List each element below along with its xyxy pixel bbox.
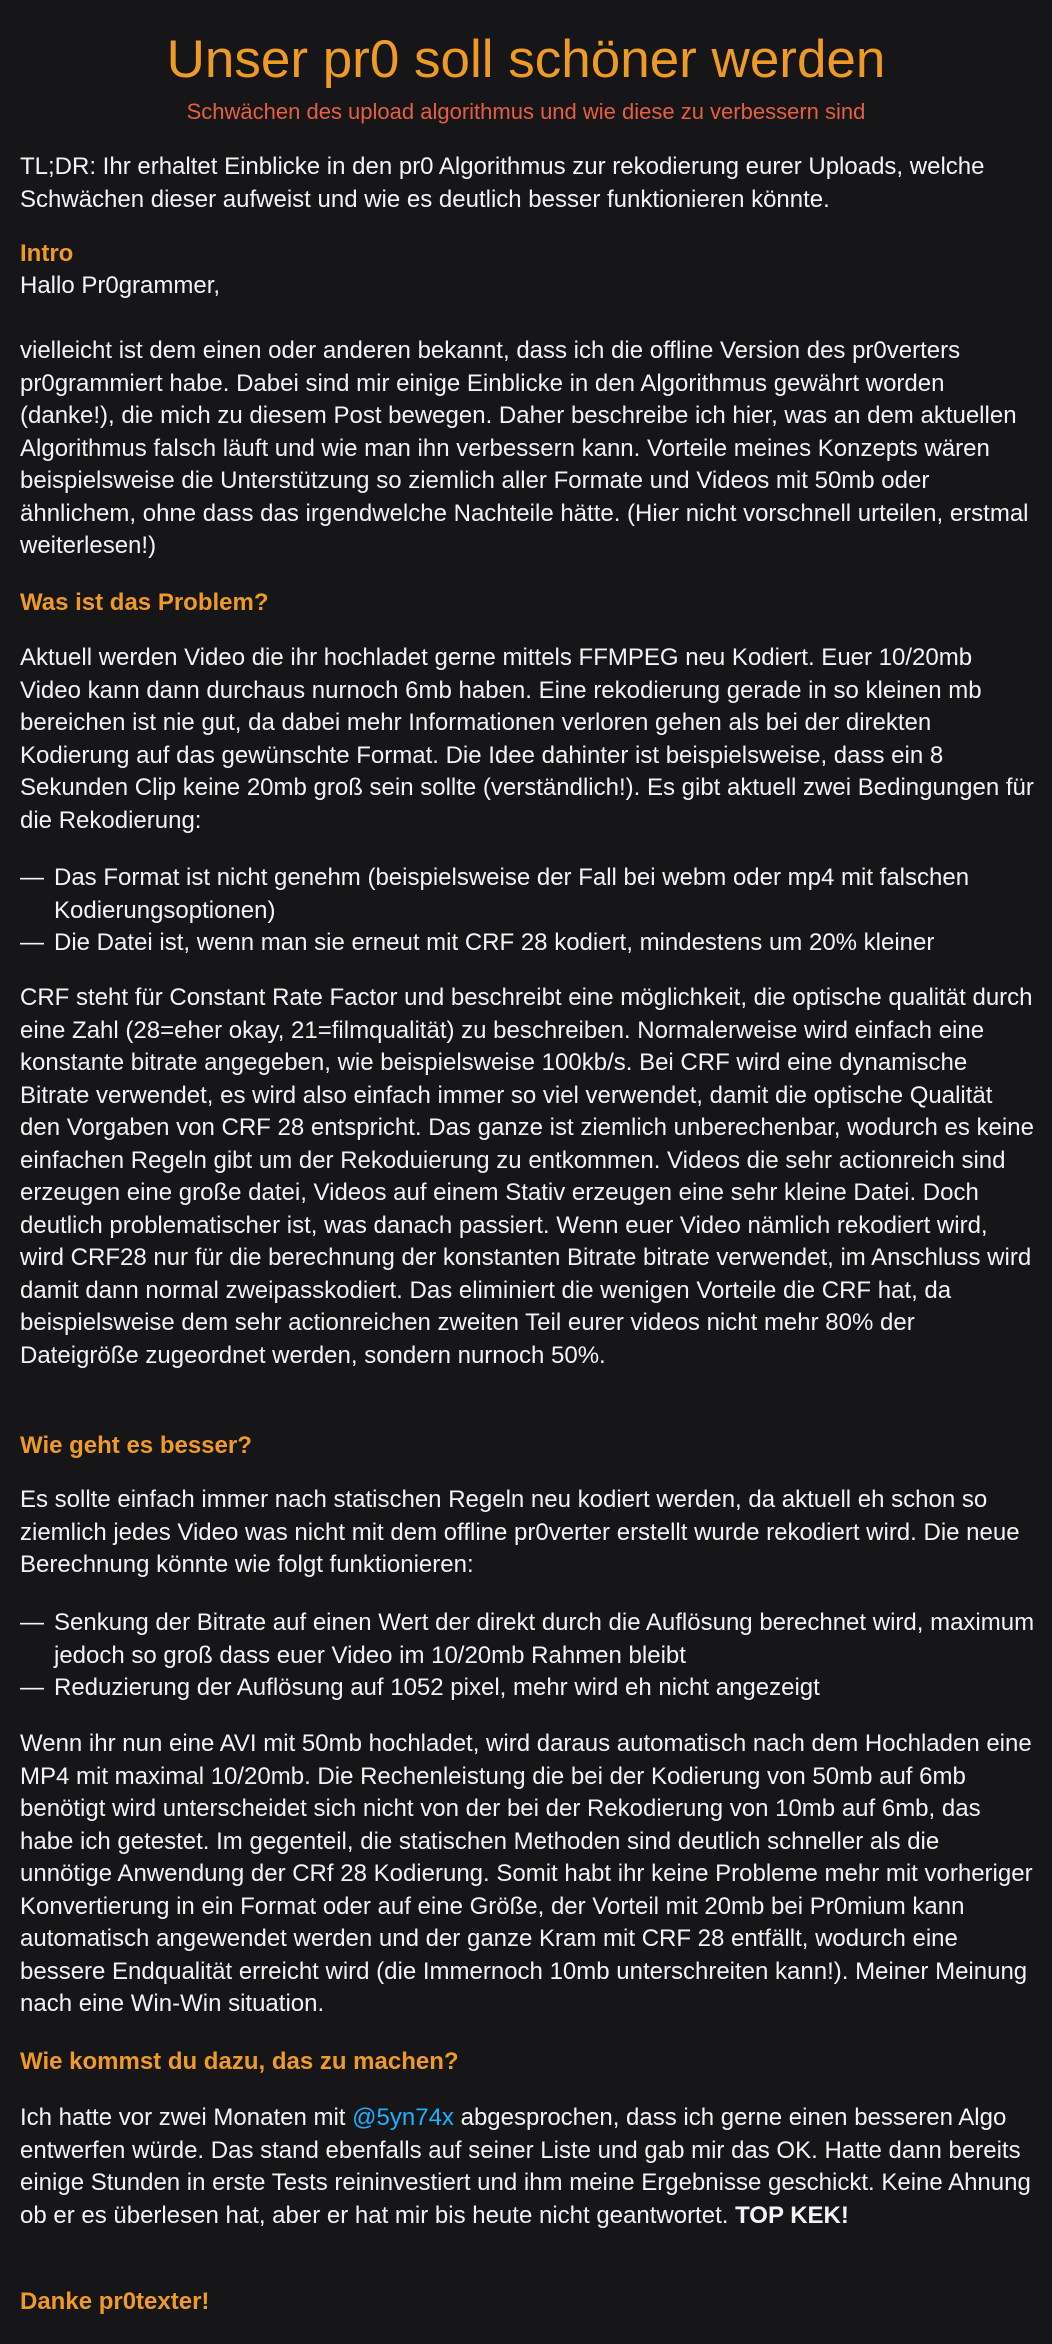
post-subtitle: Schwächen des upload algorithmus und wie diese zu verbessern sind <box>186 99 866 124</box>
list-item: — Die Datei ist, wenn man sie erneut mit CRF 28 kodiert, mindestens um 20% kleiner <box>20 927 1040 960</box>
dash-icon: — <box>20 1674 44 1701</box>
user-mention-link[interactable]: @5yn74x <box>352 2104 454 2131</box>
problem-paragraph-2: CRF steht für Constant Rate Factor und beschreibt eine möglichkeit, die optische qualität durch eine Zahl (28=eher okay, 21=filmqualität) zu beschreiben. Normalerweise wird einfach eine konstante bitrate angegeben, wie beispielsweise 100kb/s. Bei CRF wird eine dynamische Bitrate verwendet, es wird also einfach immer so viel verwendet, damit die optische Qualität den Vorgaben von CRF 28 entspricht. Das ganze ist ziemlich unberechenbar, wodurch es keine einfachen Regeln gibt um der Rekoduierung zu entkommen. Videos die sehr actionreich sind erzeugen eine große datei, Videos auf einem Stativ erzeugen eine sehr kleine Datei. Doch deutlich problematischer ist, was danach passiert. Wenn euer Video nämlich rekodiert wird, wird CRF28 nur für die berechnung der konstanten Bitrate bitrate verwendet, im Anschluss wird damit dann normal zweipasskodiert. Das eliminiert die wenigen Vorteile die CRF hat, da beispielsweise dem sehr actionreichen zweiten Teil eurer videos nicht mehr 80% der Dateigröße zugeordnet werden, sondern nurnoch 50%. <box>20 984 1034 1369</box>
better-paragraph-2: Wenn ihr nun eine AVI mit 50mb hochladet, wird daraus automatisch nach dem Hochladen eine MP4 mit maximal 10/20mb. Die Rechenleistung die bei der Kodierung von 50mb auf 6mb benötigt wird unterscheidet sich nicht von der bei der Rekodierung von 10mb auf 6mb, das habe ich getestet. Im gegenteil, die statischen Methoden sind deutlich schneller als die unnötige Anwendung der CRf 28 Kodierung. Somit habt ihr keine Probleme mehr mit vorheriger Konvertierung in ein Format oder auf eine Größe, der Vorteil mit 20mb bei Pr0mium kann automatisch angewendet werden und der ganze Kram mit CRF 28 entfällt, wodurch eine bessere Endqualität erreicht wird (die Immernoch 10mb unterschreiten kann!). Meiner Meinung nach eine Win-Win situation. <box>20 1730 1033 2017</box>
list-item: — Senkung der Bitrate auf einen Wert der direkt durch die Auflösung berechnet wird, maximum jedoch so groß dass euer Video im 10/20mb Rahmen bleibt <box>20 1609 1035 1669</box>
dash-icon: — <box>20 1609 44 1636</box>
better-paragraph-1: Es sollte einfach immer nach statischen Regeln neu kodiert werden, da aktuell eh schon so ziemlich jedes Video was nicht mit dem offline pr0verter erstellt wurde rekodiert wird. Die neue Berechnung könnte wie folgt funktionieren: <box>20 1486 1020 1578</box>
intro-greeting: Hallo Pr0grammer, <box>20 272 221 299</box>
dash-icon: — <box>20 929 44 956</box>
problem-paragraph-1: Aktuell werden Video die ihr hochladet gerne mittels FFMPEG neu Kodiert. Euer 10/20mb Video kann dann durchaus nurnoch 6mb haben. Eine rekodierung gerade in so kleinen mb bereichen ist nie gut, da dabei mehr Informationen verloren gehen als bei der direkten Kodierung auf das gewünschte Format. Die Idee dahinter ist beispielsweise, dass ein 8 Sekunden Clip keine 20mb groß sein sollte (verständlich!). Es gibt aktuell zwei Bedingungen für die Rekodierung: <box>20 644 1034 834</box>
dash-icon: — <box>20 864 44 891</box>
closing-heading: Danke pr0texter! <box>20 2288 210 2315</box>
emphasis-text: TOP KEK! <box>735 2201 849 2229</box>
better-heading: Wie geht es besser? <box>20 1432 252 1459</box>
better-rule-list <box>20 1607 1040 1705</box>
why-heading: Wie kommst du dazu, das zu machen? <box>20 2048 459 2075</box>
problem-condition-list <box>20 862 1040 960</box>
list-item: — Das Format ist nicht genehm (beispielsweise der Fall bei webm oder mp4 mit falschen Kodierungsoptionen) <box>20 864 970 924</box>
tldr-paragraph: TL;DR: Ihr erhaltet Einblicke in den pr0 Algorithmus zur rekodierung eurer Uploads, welche Schwächen dieser aufweist und wie es deutlich besser funktionieren könnte. <box>20 153 985 213</box>
intro-heading: Intro <box>20 240 74 267</box>
post-title: Unser pr0 soll schöner werden <box>166 30 886 89</box>
problem-heading: Was ist das Problem? <box>20 589 269 616</box>
why-paragraph: Ich hatte vor zwei Monaten mit @5yn74x abgesprochen, dass ich gerne einen besseren Algo entwerfen würde. Das stand ebenfalls auf seiner Liste und gab mir das OK. Hatte dann bereits einige Stunden in erste Tests reininvestiert und ihm meine Ergebnisse geschickt. Keine Ahnung ob er es überlesen hat, aber er hat mir bis heute nicht geantwortet. TOP KEK! <box>20 2104 1031 2229</box>
list-item: — Reduzierung der Auflösung auf 1052 pixel, mehr wird eh nicht angezeigt <box>20 1672 1040 1705</box>
intro-paragraph: vielleicht ist dem einen oder anderen bekannt, dass ich die offline Version des pr0verters pr0grammiert habe. Dabei sind mir einige Einblicke in den Algorithmus gewährt worden (danke!), die mich zu diesem Post bewegen. Daher beschreibe ich hier, was an dem aktuellen Algorithmus falsch läuft und wie man ihn verbessern kann. Vorteile meines Konzepts wären beispielsweise die Unterstützung so ziemlich aller Formate und Videos mit 50mb oder ähnlichem, ohne dass das irgendwelche Nachteile hätte. (Hier nicht vorschnell urteilen, erstmal weiterlesen!) <box>20 337 1029 559</box>
